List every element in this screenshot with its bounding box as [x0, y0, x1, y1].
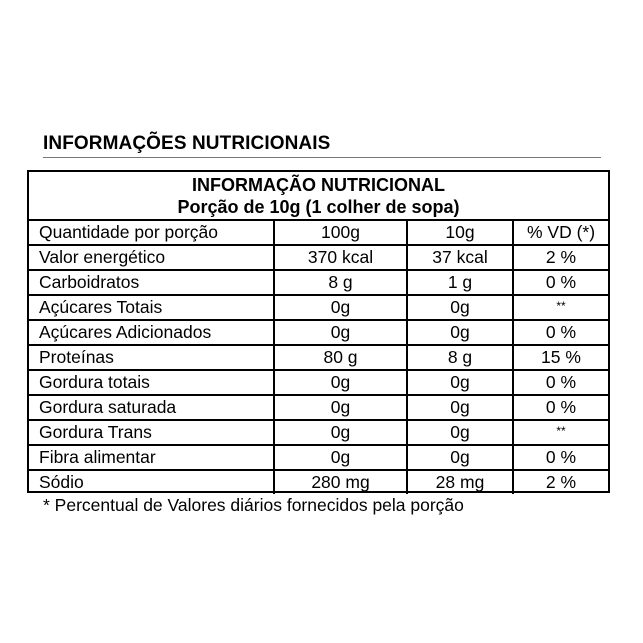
value-100g: 280 mg	[274, 470, 407, 494]
nutrient-label: Valor energético	[29, 245, 274, 270]
nutrition-facts-table	[27, 170, 610, 493]
section-heading: INFORMAÇÕES NUTRICIONAIS	[43, 133, 331, 154]
column-header-row	[29, 221, 608, 245]
table-header	[29, 172, 608, 221]
heading-divider	[43, 157, 601, 158]
nutrient-label: Açúcares Adicionados	[29, 320, 274, 345]
value-10g: 0g	[407, 295, 513, 320]
value-vd: 0 %	[513, 270, 608, 295]
value-vd: 15 %	[513, 345, 608, 370]
value-100g: 370 kcal	[274, 245, 407, 270]
value-vd: **	[513, 295, 608, 320]
table-title: INFORMAÇÃO NUTRICIONAL	[192, 175, 445, 195]
value-100g: 0g	[274, 320, 407, 345]
table-row	[29, 320, 608, 345]
value-10g: 37 kcal	[407, 245, 513, 270]
value-vd: 2 %	[513, 245, 608, 270]
value-10g: 8 g	[407, 345, 513, 370]
value-10g: 28 mg	[407, 470, 513, 494]
value-10g: 0g	[407, 320, 513, 345]
table-row	[29, 295, 608, 320]
value-100g: 0g	[274, 395, 407, 420]
value-10g: 0g	[407, 420, 513, 445]
nutrient-grid	[29, 221, 608, 494]
footnote: * Percentual de Valores diários fornecidos pela porção	[43, 495, 464, 515]
nutrient-label: Gordura saturada	[29, 395, 274, 420]
value-100g: 0g	[274, 370, 407, 395]
value-vd: 2 %	[513, 470, 608, 494]
table-row	[29, 245, 608, 270]
column-header-100g: 100g	[274, 221, 407, 245]
value-vd: **	[513, 420, 608, 445]
nutrient-label: Carboidratos	[29, 270, 274, 295]
column-header-10g: 10g	[407, 221, 513, 245]
table-row	[29, 445, 608, 470]
nutrient-label: Proteínas	[29, 345, 274, 370]
value-100g: 8 g	[274, 270, 407, 295]
value-100g: 0g	[274, 420, 407, 445]
column-header-vd: % VD (*)	[513, 221, 608, 245]
value-10g: 0g	[407, 395, 513, 420]
nutrient-label: Gordura Trans	[29, 420, 274, 445]
nutrient-label: Fibra alimentar	[29, 445, 274, 470]
table-row	[29, 345, 608, 370]
value-10g: 0g	[407, 445, 513, 470]
nutrient-label: Gordura totais	[29, 370, 274, 395]
value-100g: 0g	[274, 445, 407, 470]
value-vd: 0 %	[513, 445, 608, 470]
value-vd: 0 %	[513, 370, 608, 395]
nutrient-label: Açúcares Totais	[29, 295, 274, 320]
nutrient-label: Sódio	[39, 472, 84, 492]
value-100g: 0g	[274, 295, 407, 320]
serving-size: Porção de 10g (1 colher de sopa)	[177, 197, 460, 217]
value-10g: 0g	[407, 370, 513, 395]
table-row	[29, 395, 608, 420]
table-row	[29, 420, 608, 445]
value-vd: 0 %	[513, 320, 608, 345]
table-row	[29, 470, 608, 494]
value-10g: 1 g	[407, 270, 513, 295]
table-row	[29, 270, 608, 295]
value-vd: 0 %	[513, 395, 608, 420]
value-100g: 80 g	[274, 345, 407, 370]
table-row	[29, 370, 608, 395]
column-header-label: Quantidade por porção	[29, 221, 274, 245]
